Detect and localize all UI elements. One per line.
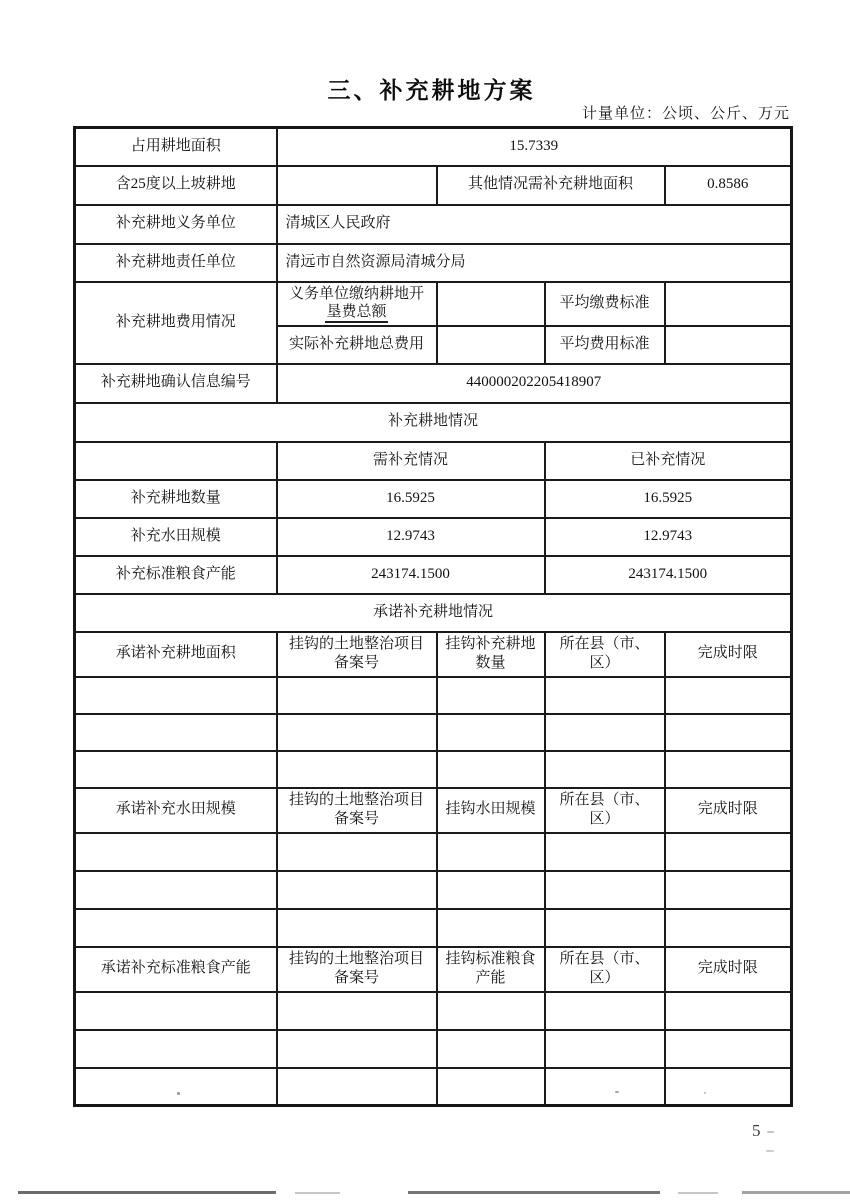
- empty-cell: [545, 751, 665, 788]
- actual-fee-total-label: 实际补充耕地总费用: [277, 326, 437, 364]
- empty-cell: [437, 871, 545, 909]
- empty-cell: [277, 714, 437, 751]
- empty-cell: [277, 1068, 437, 1106]
- supp-paddy-scale-need: 12.9743: [277, 518, 545, 556]
- commitment-section-header: 承诺补充耕地情况: [75, 594, 792, 632]
- empty-cell: [277, 871, 437, 909]
- responsible-unit-value: 清远市自然资源局清城分局: [277, 244, 792, 282]
- scan-edge-line: [18, 1191, 276, 1194]
- empty-cell: [545, 1068, 665, 1106]
- empty-cell: [75, 1068, 277, 1106]
- empty-cell: [545, 714, 665, 751]
- supp-paddy-scale-label: 补充水田规模: [75, 518, 277, 556]
- supp-grain-capacity-done: 243174.1500: [545, 556, 792, 594]
- scan-speck: [615, 1091, 619, 1093]
- table-row: [75, 947, 792, 992]
- scan-speck: [177, 1092, 180, 1095]
- other-area-label: 其他情况需补充耕地面积: [437, 166, 665, 205]
- need-column-header: 需补充情况: [277, 442, 545, 480]
- table-row: [75, 992, 792, 1030]
- empty-cell: [665, 677, 792, 714]
- obligation-unit-label: 补充耕地义务单位: [75, 205, 277, 244]
- empty-cell: [437, 909, 545, 947]
- table-row: [75, 282, 792, 326]
- supp-land-qty-label: 补充耕地数量: [75, 480, 277, 518]
- scan-speck: [766, 1150, 774, 1152]
- table-row: [75, 364, 792, 403]
- commit-area-county-col: 所在县（市、区）: [545, 632, 665, 677]
- commit-grain-deadline-col: 完成时限: [665, 947, 792, 992]
- supp-grain-capacity-need: 243174.1500: [277, 556, 545, 594]
- table-row: [75, 871, 792, 909]
- empty-cell: [545, 909, 665, 947]
- commit-paddy-qty-col: 挂钩水田规模: [437, 788, 545, 833]
- scan-speck: [704, 1092, 706, 1094]
- fee-reclaim-total-line2: 垦费总额: [325, 303, 387, 323]
- empty-cell: [277, 1030, 437, 1068]
- empty-cell: [437, 714, 545, 751]
- empty-cell: [545, 992, 665, 1030]
- table-row: [75, 128, 792, 166]
- table-row: [75, 518, 792, 556]
- empty-cell: [75, 751, 277, 788]
- supp-land-qty-done: 16.5925: [545, 480, 792, 518]
- table-row: [75, 403, 792, 442]
- commit-paddy-county-col: 所在县（市、区）: [545, 788, 665, 833]
- empty-cell: [277, 833, 437, 871]
- table-row: [75, 480, 792, 518]
- commit-paddy-project-col: 挂钩的土地整治项目备案号: [277, 788, 437, 833]
- fee-reclaim-total-value: [437, 282, 545, 326]
- empty-cell: [75, 871, 277, 909]
- commit-paddy-deadline-col: 完成时限: [665, 788, 792, 833]
- commit-area-deadline-col: 完成时限: [665, 632, 792, 677]
- page-title: 三、补充耕地方案: [327, 78, 536, 103]
- status-section-header: 补充耕地情况: [75, 403, 792, 442]
- table-row: [75, 632, 792, 677]
- done-column-header: 已补充情况: [545, 442, 792, 480]
- empty-cell: [75, 1030, 277, 1068]
- empty-cell: [665, 1068, 792, 1106]
- empty-cell: [665, 751, 792, 788]
- empty-cell: [665, 833, 792, 871]
- table-row: [75, 714, 792, 751]
- avg-payment-standard-label: 平均缴费标准: [545, 282, 665, 326]
- table-row: [75, 205, 792, 244]
- commit-paddy-label: 承诺补充水田规模: [75, 788, 277, 833]
- page-number: 5: [752, 1121, 761, 1140]
- empty-cell: [437, 1030, 545, 1068]
- fee-reclaim-total-label: [277, 282, 437, 326]
- table-row: [75, 788, 792, 833]
- scan-speck: [767, 1131, 774, 1133]
- commit-area-project-col: 挂钩的土地整治项目备案号: [277, 632, 437, 677]
- confirm-number-value: 440000202205418907: [277, 364, 792, 403]
- empty-cell: [277, 909, 437, 947]
- empty-cell: [665, 909, 792, 947]
- table-row: [75, 677, 792, 714]
- table-row: [75, 594, 792, 632]
- supp-paddy-scale-done: 12.9743: [545, 518, 792, 556]
- empty-cell: [545, 1030, 665, 1068]
- supplementary-land-table: [73, 126, 793, 1107]
- empty-cell: [277, 677, 437, 714]
- table-row: [75, 1068, 792, 1106]
- empty-cell: [665, 871, 792, 909]
- table-row: [75, 556, 792, 594]
- table-row: [75, 751, 792, 788]
- empty-cell: [75, 833, 277, 871]
- empty-cell: [545, 833, 665, 871]
- fee-reclaim-total-line1: 义务单位缴纳耕地开: [288, 285, 424, 302]
- obligation-unit-value: 清城区人民政府: [277, 205, 792, 244]
- confirm-number-label: 补充耕地确认信息编号: [75, 364, 277, 403]
- empty-cell: [665, 992, 792, 1030]
- empty-cell: [75, 714, 277, 751]
- empty-cell: [75, 992, 277, 1030]
- table-row: [75, 244, 792, 282]
- empty-cell: [545, 871, 665, 909]
- empty-cell: [437, 833, 545, 871]
- empty-cell: [437, 992, 545, 1030]
- scan-edge-line: [408, 1191, 660, 1194]
- empty-cell: [437, 677, 545, 714]
- empty-cell: [437, 1068, 545, 1106]
- commit-grain-qty-col: 挂钩标准粮食产能: [437, 947, 545, 992]
- supp-land-qty-need: 16.5925: [277, 480, 545, 518]
- commit-area-label: 承诺补充耕地面积: [75, 632, 277, 677]
- responsible-unit-label: 补充耕地责任单位: [75, 244, 277, 282]
- empty-cell: [665, 714, 792, 751]
- empty-cell: [75, 677, 277, 714]
- scan-edge-line: [295, 1192, 340, 1194]
- table-row: [75, 833, 792, 871]
- empty-cell: [437, 751, 545, 788]
- actual-fee-total-value: [437, 326, 545, 364]
- scan-edge-line: [742, 1191, 850, 1194]
- supp-grain-capacity-label: 补充标准粮食产能: [75, 556, 277, 594]
- other-area-value: 0.8586: [665, 166, 792, 205]
- slope-land-value: [277, 166, 437, 205]
- commit-grain-label: 承诺补充标准粮食产能: [75, 947, 277, 992]
- avg-payment-standard-value: [665, 282, 792, 326]
- avg-cost-standard-label: 平均费用标准: [545, 326, 665, 364]
- occupied-area-value: 15.7339: [277, 128, 792, 166]
- commit-grain-county-col: 所在县（市、区）: [545, 947, 665, 992]
- empty-cell: [75, 909, 277, 947]
- empty-cell: [277, 992, 437, 1030]
- commit-grain-project-col: 挂钩的土地整治项目备案号: [277, 947, 437, 992]
- table-row: [75, 909, 792, 947]
- empty-cell: [277, 751, 437, 788]
- table-row: [75, 1030, 792, 1068]
- avg-cost-standard-value: [665, 326, 792, 364]
- empty-cell: [545, 677, 665, 714]
- commit-area-qty-col: 挂钩补充耕地数量: [437, 632, 545, 677]
- fee-section-label: 补充耕地费用情况: [75, 282, 277, 364]
- slope-land-label: 含25度以上坡耕地: [75, 166, 277, 205]
- empty-cell: [75, 442, 277, 480]
- occupied-area-label: 占用耕地面积: [75, 128, 277, 166]
- scan-edge-line: [678, 1192, 718, 1194]
- unit-note: 计量单位：公顷、公斤、万元: [581, 106, 790, 122]
- empty-cell: [665, 1030, 792, 1068]
- table-row: [75, 166, 792, 205]
- table-row: [75, 442, 792, 480]
